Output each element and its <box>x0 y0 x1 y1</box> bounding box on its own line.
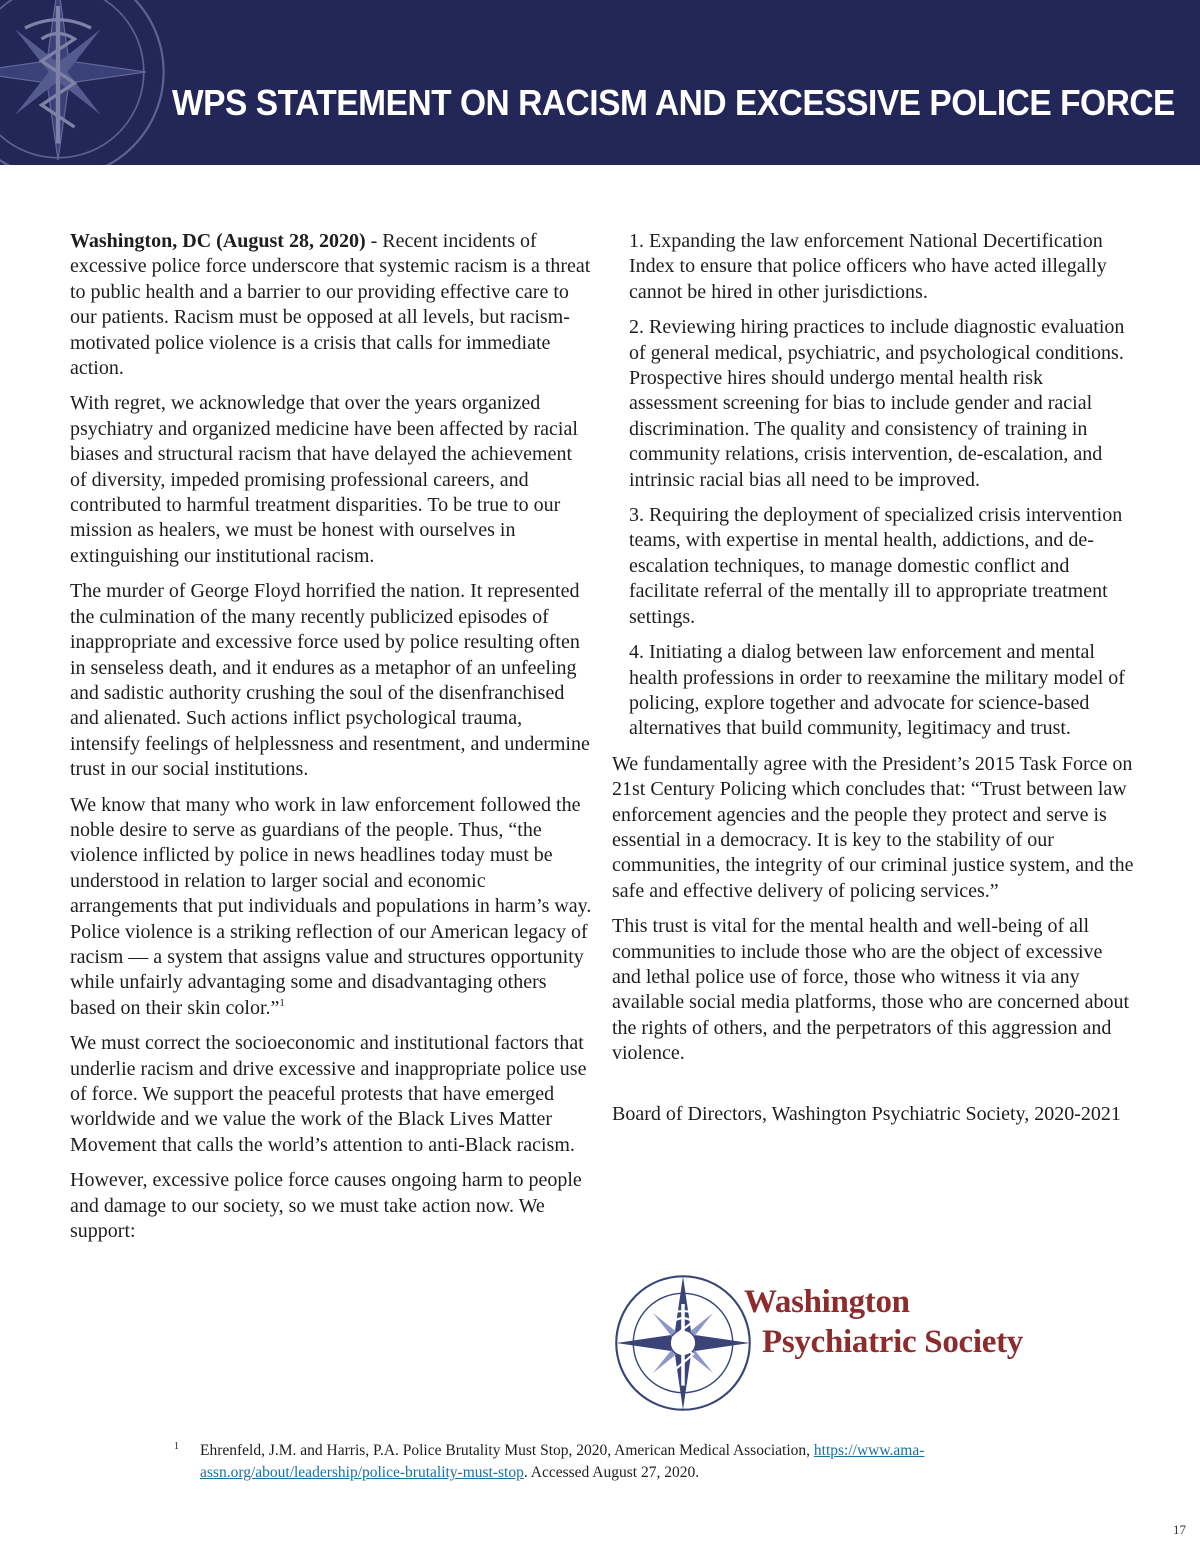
footnote-reference[interactable]: 1 <box>279 996 285 1009</box>
intro-text: - Recent incidents of excessive police force underscore that systemic racism is a threat to public health and a barrier to our providing effective care to our patients. Racism must be opposed at all levels, but racism-motivated police violence is a crisis that calls for immediate action. <box>70 230 591 380</box>
footnote-accessed: . Accessed August 27, 2020. <box>523 1464 700 1481</box>
dateline: Washington, DC (August 28, 2020) <box>70 230 366 252</box>
list-item: 1. Expanding the law enforcement National Decertification Index to ensure that police officers who have acted illegally cannot be hired in other jurisdictions. <box>629 230 1107 303</box>
footnote-text <box>174 1440 1074 1484</box>
paragraph-trust: This trust is vital for the mental health and well-being of all communities to include those who are the object of excessive and lethal police use of force, those who witness it via any available social media platforms, those who are concerned about the rights of others, and the perpetrators of this aggression and violence. <box>612 915 1130 1065</box>
paragraph-law-enforcement <box>70 793 592 1022</box>
paragraph-correct: We must correct the socioeconomic and institutional factors that underlie racism and drive excessive and inappropriate police use of force. We support the peaceful protests that have emerged worldwide and we value the work of the Black Lives Matter Movement that calls the world’s attention to anti-Black racism. <box>70 1032 587 1156</box>
header-banner <box>0 0 1200 165</box>
footnote <box>174 1440 1074 1484</box>
wps-seal-icon <box>612 1272 754 1414</box>
paragraph-floyd: The murder of George Floyd horrified the nation. It represented the culmination of the many recently publicized episodes of inappropriate and excessive force used by police resulting often in senseless death, and it endures as a metaphor of an unfeeling and sadistic authority crushing the soul of the disenfranchised and alienated. Such actions inflict psychological trauma, intensify feelings of helplessness and resentment, and undermine trust in our social institutions. <box>70 580 590 781</box>
intro-paragraph <box>70 229 592 381</box>
right-column <box>612 229 1136 1137</box>
list-item: 3. Requiring the deployment of specialized crisis intervention teams, with expertise in mental health, addictions, and de-escalation techniques, to manage domestic conflict and facilitate referral of the mentally ill to appropriate treatment settings. <box>629 504 1123 628</box>
list-item: 4. Initiating a dialog between law enforcement and mental health professions in order to reexamine the military model of policing, explore together and advocate for science-based alternatives that build community, legitimacy and trust. <box>629 641 1125 740</box>
paragraph-task-force: We fundamentally agree with the President’s 2015 Task Force on 21st Century Policing which concludes that: “Trust between law enforcement agencies and the people they protect and serve is essential in a democracy. It is key to the stability of our communities, the integrity of our criminal justice system, and the safe and effective delivery of policing services.” <box>612 752 1134 902</box>
page-title: WPS STATEMENT ON RACISM AND EXCESSIVE POLICE FORCE <box>172 82 1175 123</box>
paragraph-regret: With regret, we acknowledge that over the years organized psychiatry and organized medicine have been affected by racial biases and structural racism that have delayed the achievement of diversity, impeded promising professional careers, and contributed to harmful treatment disparities. To be true to our mission as healers, we must be honest with ourselves in extinguishing our institutional racism. <box>70 392 578 567</box>
footnote-link[interactable]: https://www.ama-assn.org/about/leadership/police-brutality-must-stop <box>200 1442 925 1481</box>
list-item: 2. Reviewing hiring practices to include diagnostic evaluation of general medical, psychiatric, and psychological conditions. Prospective hires should undergo mental health risk assessment screening for bias to include gender and racial discrimination. The quality and consistency of training in community relations, crisis intervention, de-escalation, and intrinsic racial bias all need to be improved. <box>629 316 1125 491</box>
left-column <box>70 229 592 1254</box>
footnote-marker: 1 <box>174 1441 179 1452</box>
page-number: 17 <box>1173 1522 1186 1537</box>
wps-logo <box>612 1272 1052 1414</box>
signature: Board of Directors, Washington Psychiatric Society, 2020-2021 <box>612 1102 1121 1125</box>
paragraph-law-enforcement-text: We know that many who work in law enforcement followed the noble desire to serve as guardians of the people. Thus, “the violence inflicted by police in news headlines today must be understood in relation to larger social and economic arrangements that put individuals and populations in harm’s way. Police violence is a striking reflection of our American legacy of racism — a system that assigns value and structures opportunity while unfairly advantaging some and disadvantaging others based on their skin color.” <box>70 793 592 1019</box>
paragraph-support: However, excessive police force causes ongoing harm to people and damage to our society, so we must take action now. We support: <box>70 1169 582 1243</box>
footnote-citation: Ehrenfeld, J.M. and Harris, P.A. Police Brutality Must Stop, 2020, American Medical Association, <box>200 1442 814 1459</box>
wps-seal-icon <box>0 0 168 165</box>
logo-name-line2: Psychiatric Society <box>762 1324 1023 1360</box>
logo-name-line1: Washington <box>744 1284 910 1320</box>
